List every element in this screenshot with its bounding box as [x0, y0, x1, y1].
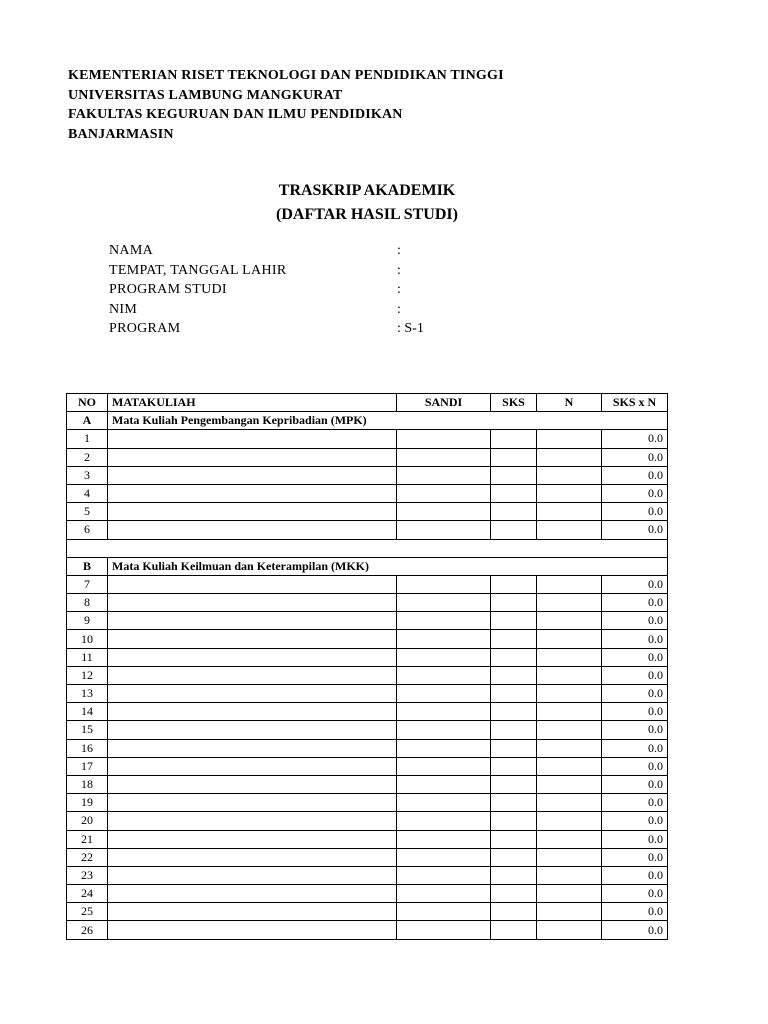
sks-cell: [491, 848, 537, 866]
sks-cell: [491, 685, 537, 703]
matakuliah-cell: [108, 703, 397, 721]
row-number: 21: [67, 830, 108, 848]
row-number: 8: [67, 594, 108, 612]
sandi-cell: [397, 885, 491, 903]
matakuliah-cell: [108, 484, 397, 502]
table-row: [67, 466, 668, 484]
matakuliah-cell: [108, 521, 397, 539]
sks-x-n-cell: 0.0: [602, 466, 668, 484]
table-row: [67, 612, 668, 630]
matakuliah-cell: [108, 685, 397, 703]
section-header-row: [67, 557, 668, 575]
n-cell: [537, 484, 602, 502]
row-number: 1: [67, 430, 108, 448]
row-number: 17: [67, 757, 108, 775]
matakuliah-cell: [108, 885, 397, 903]
info-value: : S-1: [397, 321, 424, 336]
matakuliah-cell: [108, 575, 397, 593]
sandi-cell: [397, 739, 491, 757]
table-row: [67, 685, 668, 703]
table-row: [67, 575, 668, 593]
info-row-prodi: [109, 280, 509, 300]
sks-x-n-cell: 0.0: [602, 685, 668, 703]
sandi-cell: [397, 503, 491, 521]
table-row: [67, 830, 668, 848]
sks-x-n-cell: 0.0: [602, 848, 668, 866]
info-value: :: [397, 282, 401, 297]
row-number: 22: [67, 848, 108, 866]
sandi-cell: [397, 666, 491, 684]
table-row: [67, 848, 668, 866]
info-label: PROGRAM: [109, 321, 181, 336]
sandi-cell: [397, 830, 491, 848]
header-matakuliah: MATAKULIAH: [108, 394, 397, 412]
row-number: 12: [67, 666, 108, 684]
sks-x-n-cell: 0.0: [602, 448, 668, 466]
table-row: [67, 594, 668, 612]
info-label: PROGRAM STUDI: [109, 282, 227, 297]
table-row: [67, 866, 668, 884]
n-cell: [537, 594, 602, 612]
section-code: A: [67, 412, 108, 430]
sks-cell: [491, 866, 537, 884]
sks-cell: [491, 885, 537, 903]
row-number: 2: [67, 448, 108, 466]
sandi-cell: [397, 794, 491, 812]
sks-cell: [491, 903, 537, 921]
table-row: [67, 903, 668, 921]
n-cell: [537, 430, 602, 448]
n-cell: [537, 685, 602, 703]
sks-cell: [491, 594, 537, 612]
info-row-nim: [109, 300, 509, 320]
n-cell: [537, 466, 602, 484]
sks-x-n-cell: 0.0: [602, 521, 668, 539]
sks-x-n-cell: 0.0: [602, 903, 668, 921]
table-row: [67, 648, 668, 666]
sandi-cell: [397, 812, 491, 830]
n-cell: [537, 757, 602, 775]
table-row: [67, 812, 668, 830]
sks-x-n-cell: 0.0: [602, 739, 668, 757]
n-cell: [537, 739, 602, 757]
sks-x-n-cell: 0.0: [602, 757, 668, 775]
matakuliah-cell: [108, 921, 397, 939]
sandi-cell: [397, 594, 491, 612]
section-spacer-row: [67, 539, 668, 557]
row-number: 16: [67, 739, 108, 757]
sandi-cell: [397, 466, 491, 484]
sks-x-n-cell: 0.0: [602, 575, 668, 593]
matakuliah-cell: [108, 594, 397, 612]
sks-cell: [491, 830, 537, 848]
sks-x-n-cell: 0.0: [602, 921, 668, 939]
row-number: 10: [67, 630, 108, 648]
sks-cell: [491, 739, 537, 757]
sks-cell: [491, 794, 537, 812]
sks-x-n-cell: 0.0: [602, 666, 668, 684]
matakuliah-cell: [108, 466, 397, 484]
n-cell: [537, 921, 602, 939]
matakuliah-cell: [108, 903, 397, 921]
n-cell: [537, 612, 602, 630]
sandi-cell: [397, 448, 491, 466]
n-cell: [537, 885, 602, 903]
n-cell: [537, 666, 602, 684]
sandi-cell: [397, 921, 491, 939]
sandi-cell: [397, 775, 491, 793]
info-row-nama: [109, 241, 509, 261]
matakuliah-cell: [108, 430, 397, 448]
sks-x-n-cell: 0.0: [602, 703, 668, 721]
matakuliah-cell: [108, 848, 397, 866]
sks-x-n-cell: 0.0: [602, 612, 668, 630]
sks-cell: [491, 757, 537, 775]
section-title: Mata Kuliah Pengembangan Kepribadian (MPK): [108, 412, 668, 430]
matakuliah-cell: [108, 612, 397, 630]
table-row: [67, 703, 668, 721]
row-number: 11: [67, 648, 108, 666]
sks-cell: [491, 503, 537, 521]
info-label: TEMPAT, TANGGAL LAHIR: [109, 262, 287, 278]
table-row: [67, 775, 668, 793]
sks-cell: [491, 812, 537, 830]
table-row: [67, 448, 668, 466]
row-number: 23: [67, 866, 108, 884]
matakuliah-cell: [108, 812, 397, 830]
section-header-row: [67, 412, 668, 430]
n-cell: [537, 794, 602, 812]
sks-x-n-cell: 0.0: [602, 866, 668, 884]
n-cell: [537, 903, 602, 921]
info-row-program: [109, 319, 509, 339]
header-no: NO: [67, 394, 108, 412]
n-cell: [537, 830, 602, 848]
sandi-cell: [397, 521, 491, 539]
table-row: [67, 757, 668, 775]
info-value: :: [397, 262, 401, 278]
table-row: [67, 503, 668, 521]
n-cell: [537, 866, 602, 884]
ministry-name: KEMENTERIAN RISET TEKNOLOGI DAN PENDIDIKAN TINGGI: [68, 68, 504, 83]
table-row: [67, 921, 668, 939]
n-cell: [537, 721, 602, 739]
sandi-cell: [397, 630, 491, 648]
table-row: [67, 739, 668, 757]
sks-cell: [491, 575, 537, 593]
row-number: 20: [67, 812, 108, 830]
sks-x-n-cell: 0.0: [602, 594, 668, 612]
row-number: 24: [67, 885, 108, 903]
n-cell: [537, 648, 602, 666]
info-value: :: [397, 301, 401, 317]
n-cell: [537, 775, 602, 793]
sandi-cell: [397, 612, 491, 630]
student-info: [109, 241, 509, 339]
sandi-cell: [397, 648, 491, 666]
section-title: Mata Kuliah Keilmuan dan Keterampilan (MKK): [108, 557, 668, 575]
n-cell: [537, 503, 602, 521]
n-cell: [537, 812, 602, 830]
row-number: 3: [67, 466, 108, 484]
header-sandi: SANDI: [397, 394, 491, 412]
sks-cell: [491, 612, 537, 630]
row-number: 18: [67, 775, 108, 793]
sandi-cell: [397, 721, 491, 739]
sks-cell: [491, 775, 537, 793]
sks-x-n-cell: 0.0: [602, 794, 668, 812]
info-row-ttl: [109, 261, 509, 281]
table-row: [67, 666, 668, 684]
sandi-cell: [397, 703, 491, 721]
sandi-cell: [397, 848, 491, 866]
row-number: 9: [67, 612, 108, 630]
sks-cell: [491, 430, 537, 448]
spacer-cell: [67, 539, 668, 557]
row-number: 5: [67, 503, 108, 521]
sks-cell: [491, 666, 537, 684]
table-row: [67, 430, 668, 448]
row-number: 13: [67, 685, 108, 703]
n-cell: [537, 848, 602, 866]
table-row: [67, 521, 668, 539]
sandi-cell: [397, 903, 491, 921]
matakuliah-cell: [108, 648, 397, 666]
n-cell: [537, 703, 602, 721]
table-row: [67, 484, 668, 502]
header-sks: SKS: [491, 394, 537, 412]
sks-x-n-cell: 0.0: [602, 503, 668, 521]
sks-cell: [491, 921, 537, 939]
institution-header: [68, 66, 504, 144]
table-row: [67, 721, 668, 739]
matakuliah-cell: [108, 503, 397, 521]
row-number: 26: [67, 921, 108, 939]
sks-x-n-cell: 0.0: [602, 812, 668, 830]
matakuliah-cell: [108, 866, 397, 884]
matakuliah-cell: [108, 794, 397, 812]
header-sks-x-n: SKS x N: [602, 394, 668, 412]
faculty-name: FAKULTAS KEGURUAN DAN ILMU PENDIDIKAN: [68, 107, 403, 122]
sks-x-n-cell: 0.0: [602, 775, 668, 793]
row-number: 14: [67, 703, 108, 721]
matakuliah-cell: [108, 666, 397, 684]
document-title: [0, 179, 734, 227]
sks-x-n-cell: 0.0: [602, 885, 668, 903]
sks-x-n-cell: 0.0: [602, 430, 668, 448]
table-header-row: [67, 394, 668, 412]
sandi-cell: [397, 866, 491, 884]
sks-cell: [491, 466, 537, 484]
sks-x-n-cell: 0.0: [602, 721, 668, 739]
matakuliah-cell: [108, 830, 397, 848]
sandi-cell: [397, 430, 491, 448]
sks-cell: [491, 703, 537, 721]
info-label: NIM: [109, 301, 138, 317]
section-code: B: [67, 557, 108, 575]
sks-cell: [491, 630, 537, 648]
sks-cell: [491, 484, 537, 502]
table-row: [67, 885, 668, 903]
row-number: 25: [67, 903, 108, 921]
sks-cell: [491, 448, 537, 466]
sandi-cell: [397, 484, 491, 502]
matakuliah-cell: [108, 775, 397, 793]
sks-x-n-cell: 0.0: [602, 630, 668, 648]
grades-table: [66, 393, 668, 940]
matakuliah-cell: [108, 721, 397, 739]
sks-cell: [491, 648, 537, 666]
info-label: NAMA: [109, 243, 153, 258]
sandi-cell: [397, 575, 491, 593]
matakuliah-cell: [108, 630, 397, 648]
sks-x-n-cell: 0.0: [602, 648, 668, 666]
n-cell: [537, 448, 602, 466]
n-cell: [537, 575, 602, 593]
row-number: 4: [67, 484, 108, 502]
sks-cell: [491, 721, 537, 739]
table-row: [67, 630, 668, 648]
matakuliah-cell: [108, 739, 397, 757]
sandi-cell: [397, 757, 491, 775]
sks-cell: [491, 521, 537, 539]
sks-x-n-cell: 0.0: [602, 830, 668, 848]
row-number: 19: [67, 794, 108, 812]
n-cell: [537, 630, 602, 648]
row-number: 15: [67, 721, 108, 739]
matakuliah-cell: [108, 757, 397, 775]
matakuliah-cell: [108, 448, 397, 466]
table-row: [67, 794, 668, 812]
n-cell: [537, 521, 602, 539]
title-sub: (DAFTAR HASIL STUDI): [276, 206, 458, 223]
row-number: 7: [67, 575, 108, 593]
city-name: BANJARMASIN: [68, 126, 174, 142]
row-number: 6: [67, 521, 108, 539]
university-name: UNIVERSITAS LAMBUNG MANGKURAT: [68, 87, 343, 103]
sks-x-n-cell: 0.0: [602, 484, 668, 502]
info-value: :: [397, 243, 401, 258]
title-main: TRASKRIP AKADEMIK: [278, 182, 456, 199]
sandi-cell: [397, 685, 491, 703]
header-n: N: [537, 394, 602, 412]
